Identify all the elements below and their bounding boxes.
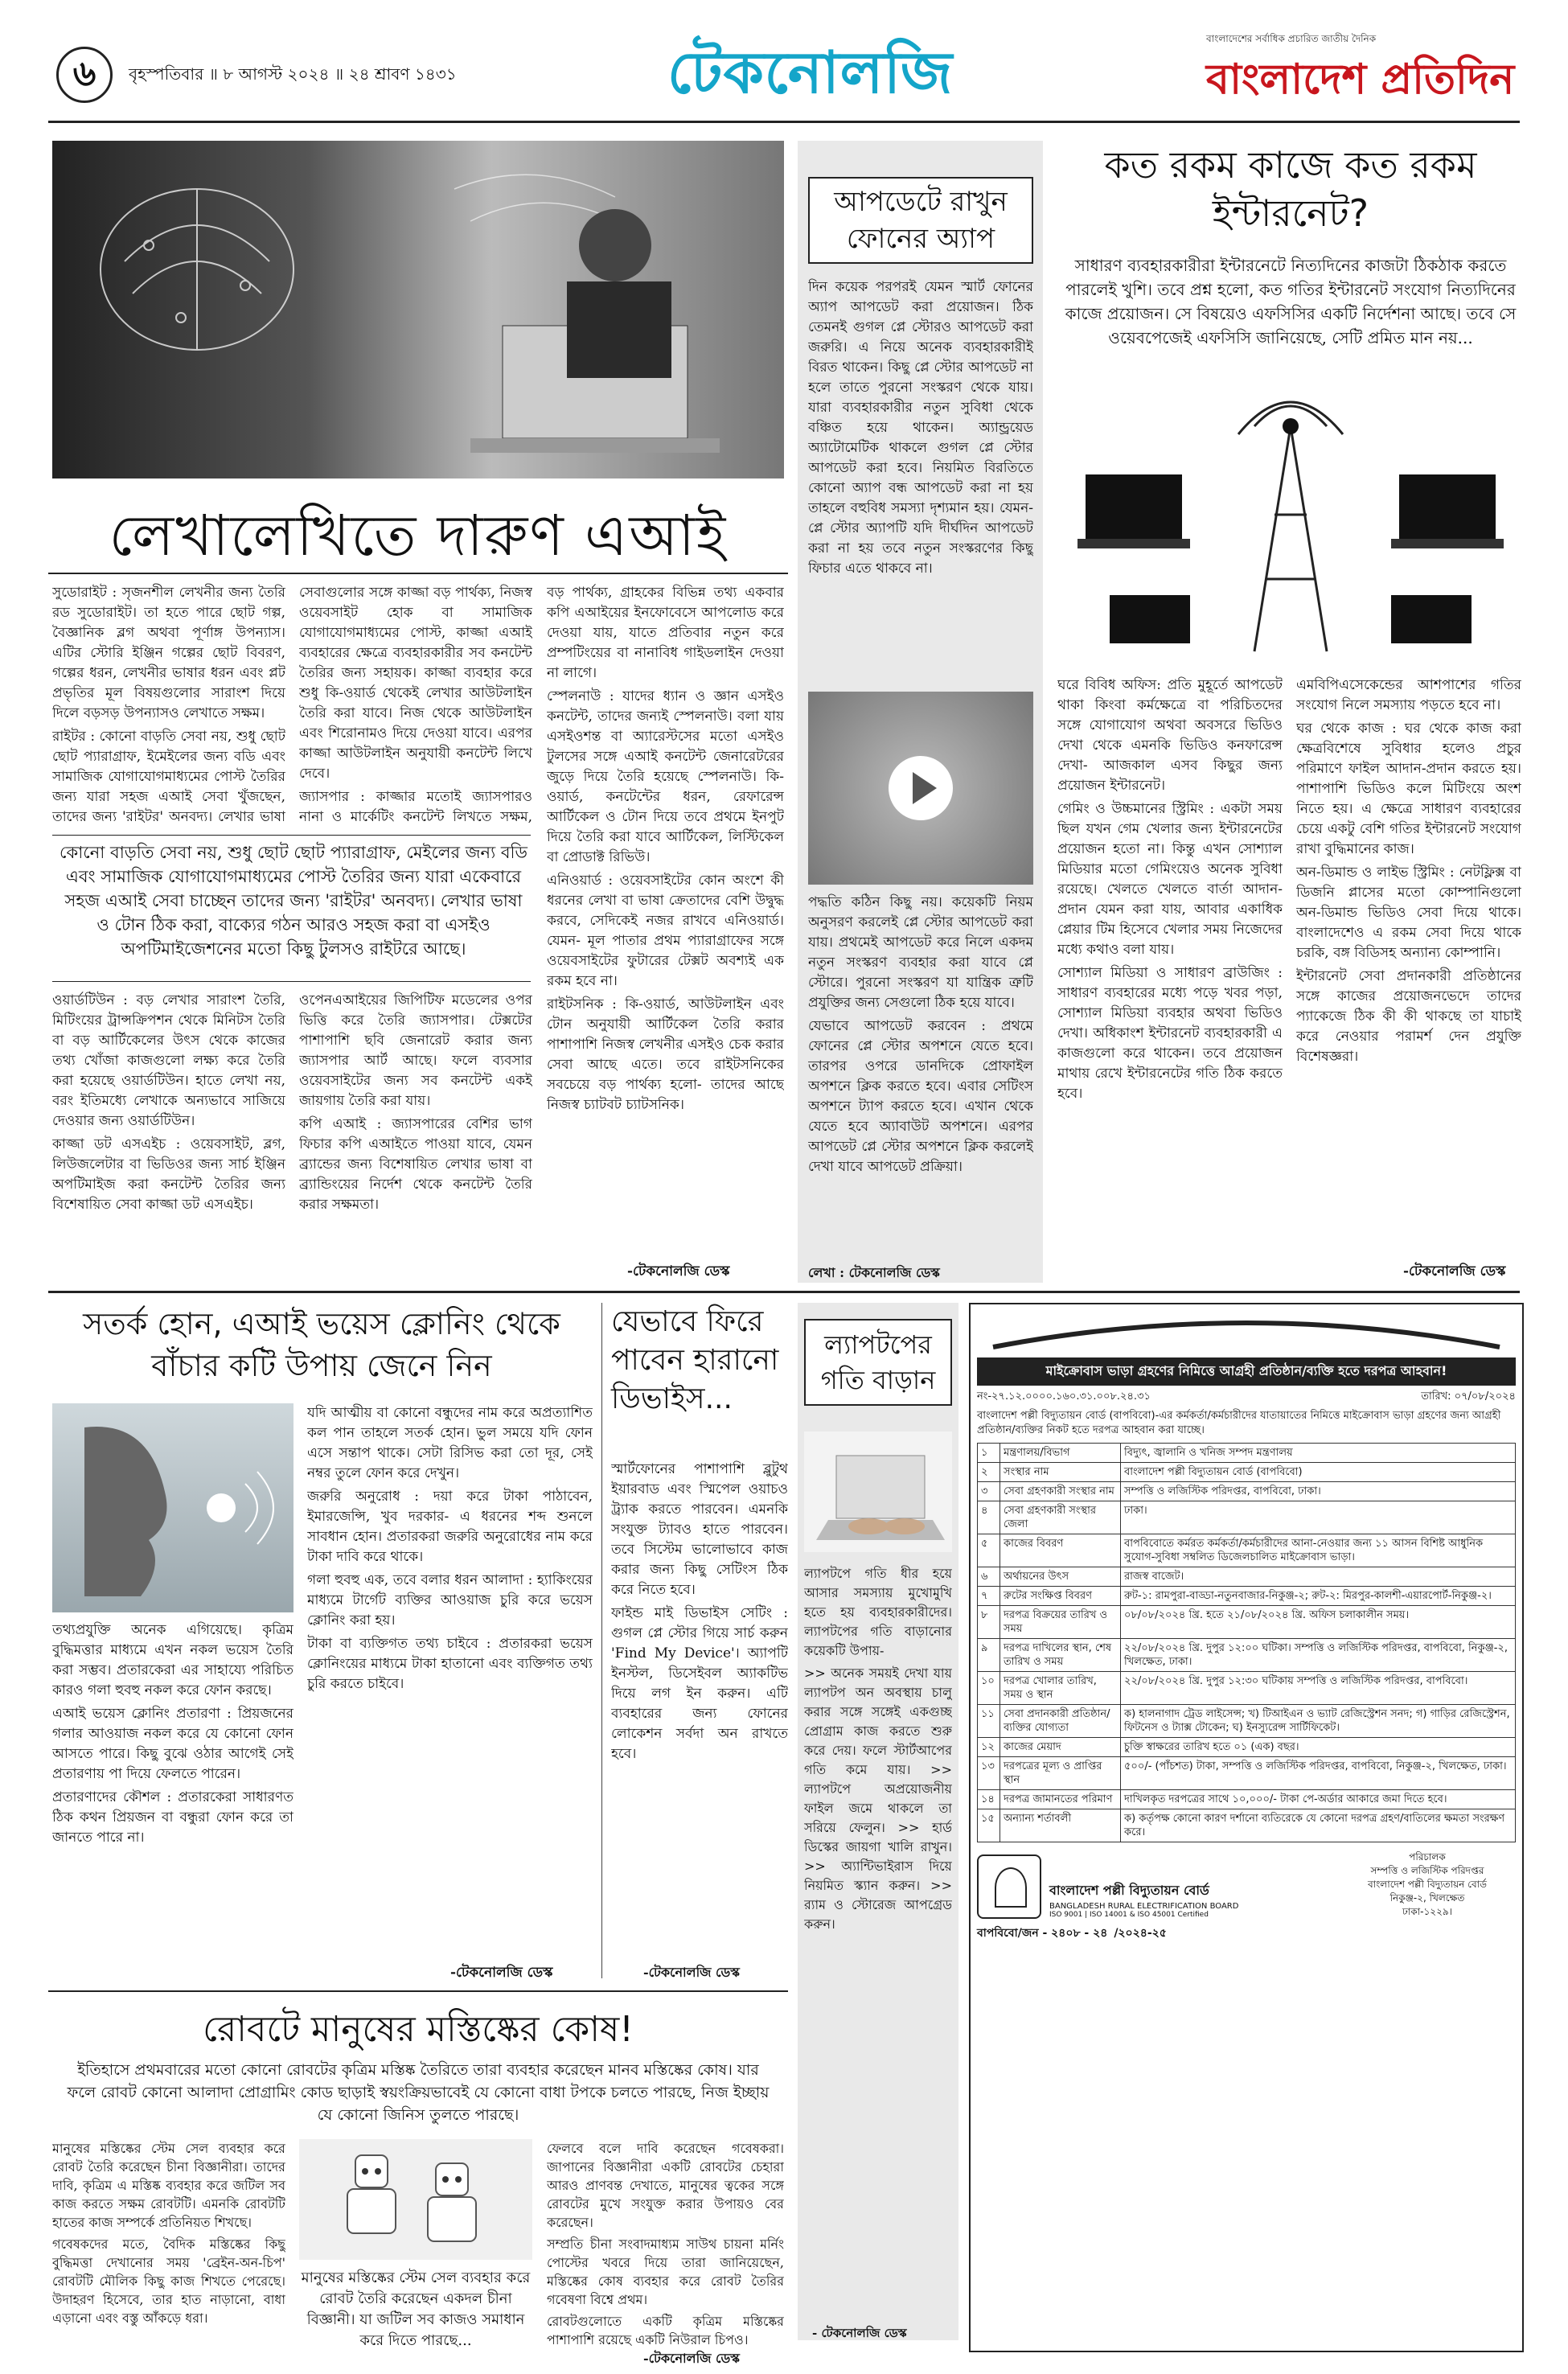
tender-row — [978, 1501, 1516, 1534]
ai-col3-text: বড় পার্থক্য, গ্রাহকের বিভিন্ন তথ্য একবার কপি এআইয়ের ইনফোবেসে আপলোড করে দেওয়া যায়, যাতে প্রতিবার নতুন করে প্রম্পটিংয়ের বা নানাবিধ গাইডলাইন দেওয়া না লাগে। — [547, 585, 784, 681]
iso-certification: ISO 9001 | ISO 14001 & ISO 45001 Certified — [1049, 1911, 1209, 1919]
voice-col2b-text: জরুরি অনুরোধ : দয়া করে টাকা পাঠাবেন, ইমারজেন্সি, খুব দরকার- এ ধরনের শব্দ শুনলে সাবধান হোন। প্রতারকরা জরুরি অনুরোধের নাম করে টাকা দাবি করে থাকে। — [307, 1489, 593, 1565]
ai-col4b-text: কাজ্জা ডট এসএইচ : ওয়েবসাইট, ব্লগ, লিউজলেটার বা ভিডিওর জন্য সার্চ ইঞ্জিন অপটিমাইজ করা কনটেন্ট তৈরির জন্য বিশেষায়িত সেবা কাজ্জা ডট এসএইচ। — [52, 1136, 285, 1213]
voice-col2d-text: টাকা বা ব্যক্তিগত তথ্য চাইবে : প্রতারকরা ভয়েস ক্লোনিংয়ের মাধ্যমে টাকা হাতানো এবং ব্যক্তিগত তথ্য চুরি করতে চাইবে। — [307, 1636, 593, 1692]
laptop-body: ল্যাপটপে গতি ধীর হয়ে আসার সমস্যায় মুখোমুখি হতে হয় ব্যবহারকারীদের। ল্যাপটপের গতি বাড়ানোর কয়েকটি উপায়- — [804, 1566, 952, 1658]
tender-row — [978, 1705, 1516, 1738]
tender-cell-value: সম্পত্তি ও লজিস্টিক পরিদপ্তর, বাপবিবো, ঢাকা। — [1121, 1482, 1516, 1501]
voice-col1c-text: প্রতারণাদের কৌশল : প্রতারকেরা সাধারণত ঠিক কথন প্রিয়জন বা বন্ধুরা ফোন করে তা জানতে পারে না। — [52, 1789, 293, 1846]
tender-cell-label: অন্যান্য শর্তাবলী — [1000, 1809, 1121, 1842]
play-button-icon — [889, 756, 953, 820]
robot-caption: মানুষের মস্তিষ্কের স্টেম সেল ব্যবহার করে রোবট তৈরি করেছেন একদল চীনা বিজ্ঞানী। যা জটিল সব কাজও সমাধান করে দিতে পারছে... — [301, 2269, 531, 2349]
tender-cell-value: বাংলাদেশ পল্লী বিদ্যুতায়ন বোর্ড (বাপবিবো) — [1121, 1463, 1516, 1482]
internet-tower-illustration — [1061, 378, 1520, 663]
voice-col2c-text: গলা হুবহু এক, তবে বলার ধরন আলাদা : হ্যাকিংয়ের মাধ্যমে টার্গেট ব্যক্তির আওয়াজ চুরি করে ভয়েস ক্লোনিং করা হয়। — [307, 1572, 593, 1629]
internet-col2d-text: ইন্টারনেট সেবা প্রদানকারী প্রতিষ্ঠানের সঙ্গে কাজের প্রয়োজনভেদে তাদের প্যাকেজে ঠিক কী কী থাকছে তা যাচাই করে নেওয়ার পরামর্শ দেন প্রযুক্তি বিশেষজ্ঞরা। — [1296, 968, 1521, 1065]
laptop-byline: - টেকনোলজি ডেস্ক — [812, 2326, 907, 2340]
tender-cell-value: ২২/০৮/২০২৪ খ্রি. দুপুর ১২:৩০ ঘটিকায় সম্পত্তি ও লজিস্টিক পরিদপ্তর, বাপবিবো। — [1121, 1672, 1516, 1705]
tender-cell-no: ১২ — [978, 1738, 1000, 1757]
tender-cell-no: ১০ — [978, 1672, 1000, 1705]
tender-cell-value: রুট-১: রামপুরা-বাড্ডা-নতুনবাজার-নিকুঞ্জ-২; রুট-২: মিরপুর-কালশী-এয়ারপোর্ট-নিকুঞ্জ-২। — [1121, 1587, 1516, 1606]
robot-intro: ইতিহাসে প্রথমবারের মতো কোনো রোবটের কৃত্রিম মস্তিষ্ক তৈরিতে তারা ব্যবহার করেছেন মানব মস্তিষ্কের কোষ। যার ফলে রোবট কোনো আলাদা প্রোগ্রামিং কোড ছাড়াই স্বয়ংক্রিয়ভাবেই যে কোনো বাধা টপকে চলতে পারছে, নিজ ইচ্ছায় যে কোনো জিনিস তুলতে পারছে। — [67, 2061, 770, 2124]
tender-footer-year: /২০২৪-২৫ — [1114, 1927, 1167, 1940]
tender-logo-arc — [977, 1311, 1516, 1351]
robot-col1-text: মানুষের মস্তিষ্কের স্টেম সেল ব্যবহার করে রোবট তৈরি করেছেন চীনা বিজ্ঞানীরা। তাদের দাবি, কৃত্রিম এ মস্তিষ্ক ব্যবহার করে জটিল সব কাজ করতে সক্ষম রোবটটি। এমনকি রোবটটি হাতের কাজ সম্পর্কে প্রতিনিয়ত শিখছে। — [52, 2141, 285, 2230]
tender-cell-label: সংস্থার নাম — [1000, 1463, 1121, 1482]
tender-cell-label: সেবা প্রদানকারী প্রতিষ্ঠান/ব্যক্তির যোগ্যতা — [1000, 1705, 1121, 1738]
tender-cell-label: কাজের বিবরণ — [1000, 1534, 1121, 1567]
ai-col-3 — [547, 583, 784, 1114]
tower-laptops-graphic — [1061, 378, 1520, 663]
tender-cell-label: সেবা গ্রহণকারী সংস্থার জেলা — [1000, 1501, 1121, 1534]
ai-col5-text: ওপেনএআইয়ের জিপিটিফ মডেলের ওপর ভিত্তি করে তৈরি জ্যাসপার। টেক্সটের পাশাপাশি ছবি জেনারেট করার জন্য জ্যাসপার আর্ট আছে। ফলে ব্যবসার ওয়েবসাইটের জন্য সব কনটেন্ট একই জায়গায় তৈরি করা যায়। — [299, 992, 532, 1109]
ai-col-2 — [299, 583, 532, 824]
internet-col1b-text: গেমিং ও উচ্চমানের স্ট্রিমিং : একটা সময় ছিল যখন গেম খেলার জন্য ইন্টারনেটের প্রয়োজন হতো না। কিন্তু এখন সোশ্যাল মিডিয়ার মতো গেমিংয়েও অনেক সুবিধা রয়েছে। খেলতে খেলতে বার্তা আদান-প্রদান যেমন করা যায়, আবার একাধিক প্লেয়ার টিম হিসেবে খেলার সময় নিজেদের মধ্যে কথাও বলা যায়। — [1057, 801, 1283, 958]
ai-headline: লেখালেখিতে দারুণ এআই — [109, 503, 728, 569]
app-update-col-2 — [808, 893, 1033, 1263]
robot-col2c-text: রোবটগুলোতে একটি কৃত্রিম মস্তিষ্কের পাশাপাশি রয়েছে একটি নিউরাল চিপও। — [547, 2314, 784, 2347]
laptop-col — [804, 1564, 952, 2320]
ai-byline: -টেকনোলজি ডেস্ক — [627, 1263, 730, 1279]
tender-cell-no: ৭ — [978, 1587, 1000, 1606]
robot-figures-graphic — [299, 2139, 532, 2260]
tender-cell-no: ৬ — [978, 1567, 1000, 1587]
play-store-graphic — [808, 692, 1033, 885]
tender-cell-label: সেবা গ্রহণকারী সংস্থার নাম — [1000, 1482, 1121, 1501]
tender-row — [978, 1567, 1516, 1587]
tender-cell-label: দরপত্র খোলার তারিখ, সময় ও স্থান — [1000, 1672, 1121, 1705]
tender-cell-no: ৫ — [978, 1534, 1000, 1567]
tender-cell-value: ক) কর্তৃপক্ষ কোনো কারণ দর্শানো ব্যতিরেকে যে কোনো দরপত্র গ্রহণ/বাতিলের ক্ষমতা সংরক্ষণ করে। — [1121, 1809, 1516, 1842]
app-update-headline: আপডেটে রাখুন ফোনের অ্যাপ — [808, 177, 1033, 264]
voice-byline: -টেকনোলজি ডেস্ক — [450, 1965, 553, 1981]
ai-col1b-text: রাইটর : কোনো বাড়তি সেবা নয়, শুধু ছোট ছোট প্যারাগ্রাফ, ইমেইলের জন্য বডি এবং সামাজিক যোগাযোগমাধ্যমের পোস্ট তৈরির জন্য যারা সহজ এআই সেবা খুঁজছেন, তাদের জন্য 'রাইটর' অনবদ্য। লেখার ভাষা — [52, 729, 285, 824]
tender-cell-no: ১ — [978, 1444, 1000, 1463]
internet-intro: সাধারণ ব্যবহারকারীরা ইন্টারনেটে নিত্যদিনের কাজটা ঠিকঠাক করতে পারলেই খুশি। তবে প্রশ্ন হলো, কত গতির ইন্টারনেট সংযোগ নিত্যদিনের কাজে প্রয়োজন। সে বিষয়েও এফসিসির একটি নির্দেশনা আছে। তবে সে ওয়েবপেজেই এফসিসি জানিয়েছে, সেটি প্রমিত মান নয়... — [1065, 256, 1517, 347]
tender-cell-value: ০৮/০৮/২০২৪ খ্রি. হতে ২১/০৮/২০২৪ খ্রি. অফিস চলাকালীন সময়। — [1121, 1606, 1516, 1639]
tender-cell-no: ৪ — [978, 1501, 1000, 1534]
voice-col1-text: তথ্যপ্রযুক্তি অনেক এগিয়েছে। কৃত্রিম বুদ্ধিমত্তার মাধ্যমে এখন নকল ভয়েস তৈরি করা সম্ভব। প্রতারকেরা এর সাহায্যে পরিচিত কারও গলা হুবহু নকল করে ফোন করছে। — [52, 1622, 293, 1698]
ai-col-4 — [52, 991, 285, 1276]
robot-byline: -টেকনোলজি ডেস্ক — [643, 2351, 740, 2366]
tender-cell-no: ৩ — [978, 1482, 1000, 1501]
tender-row — [978, 1587, 1516, 1606]
tender-memo: নং-২৭.১২.০০০০.১৬০.৩১.০০৮.২৪.৩১ — [977, 1390, 1151, 1403]
tender-cell-value: ক) হালনাগাদ ট্রেড লাইসেন্স; খ) টিআইএন ও ভ্যাট রেজিস্ট্রেশন সনদ; গ) গাড়ির রেজিস্ট্রেশন, ফিটনেস ও ট্যাক্স টোকেন; ঘ) ইনস্যুরেন্স সার্টিফিকেট। — [1121, 1705, 1516, 1738]
internet-col-2 — [1296, 676, 1521, 1255]
app-update-body: দিন কয়েক পরপরই যেমন স্মার্ট ফোনের অ্যাপ আপডেট করা প্রয়োজন। ঠিক তেমনই গুগল প্লে স্টোরও আপডেট করা জরুরি। এ নিয়ে অনেক ব্যবহারকারীই বিরত থাকেন। কিছু প্লে স্টোর আপডেট না হলে তাতে পুরনো সংস্করণ থেকে যায়। যারা ব্যবহারকারীর নতুন সুবিধা থেকে বঞ্চিত হয়ে থাকেন। অ্যান্ড্রয়েড অ্যাটোমেটিক থাকলে গুগল প্লে স্টোর আপডেট করা হবে। নিয়মিত বিরতিতে কোনো অ্যাপ বন্ধ আপডেট করা না হয় তাহলে বহুবিধ সমস্যা দৃশ্যমান হয়। যেমন- প্লে স্টোর অ্যাপটি যদি দীর্ঘদিন আপডেট করা না হয় তবে নতুন সংস্করণের কিছু ফিচার এতে থাকবে না। — [808, 279, 1033, 577]
tender-cell-label: দরপত্রের মূল্য ও প্রাপ্তির স্থান — [1000, 1757, 1121, 1790]
tender-footer-code: বাপবিবো/জন - ২৪০৮ - ২৪ — [977, 1927, 1108, 1940]
tender-cell-no: ১৩ — [978, 1757, 1000, 1790]
ai-col-5 — [299, 991, 532, 1276]
voice-col1b-text: এআই ভয়েস ক্লোনিং প্রতারণা : প্রিয়জনের গলার আওয়াজ নকল করে যে কোনো ফোন আসতে পারে। কিছু বুঝে ওঠার আগেই সেই প্রতারণায় পা দিয়ে ফেলতে পারেন। — [52, 1706, 293, 1782]
tender-row — [978, 1639, 1516, 1672]
tender-cell-no: ১৪ — [978, 1790, 1000, 1809]
ai-col4-text: ওয়ার্ডটিউন : বড় লেখার সারাংশ তৈরি, মিটিংয়ের ট্রান্সক্রিপশন থেকে মিনিটস তৈরি বা বড় আর্টিকেলের উৎস থেকে কাজের তথ্য খোঁজা কাজগুলো লক্ষ্য করে তৈরি করা হয়েছে ওয়ার্ডটিউন। হাতে লেখা নয়, বরং ইতিমধ্যে লেখাকে অন্যভাবে সাজিয়ে দেওয়ার জন্য ওয়ার্ডটিউন। — [52, 992, 285, 1129]
tender-cell-label: মন্ত্রণালয়/বিভাগ — [1000, 1444, 1121, 1463]
tender-row — [978, 1809, 1516, 1842]
tender-row — [978, 1482, 1516, 1501]
breb-logo-icon — [977, 1854, 1041, 1919]
internet-col1c-text: সোশ্যাল মিডিয়া ও সাধারণ ব্রাউজিং : সাধারণ ব্যবহারের মধ্যে পড়ে খবর পড়া, সোশ্যাল মিডিয়া ব্যবহার অথবা ভিডিও দেখা। অধিকাংশ ইন্টারনেট ব্যবহারকারী এ কাজগুলো করে থাকেন। তবে প্রয়োজন মাথায় রেখে ইন্টারনেটের গতি ঠিক করতে হবে। — [1057, 965, 1283, 1102]
robot-col1b-text: গবেষকদের মতে, বৈদিক মস্তিষ্কের কিছু বুদ্ধিমত্তা দেখানোর সময় 'ব্রেইন-অন-চিপ' রোবটটি মৌলিক কিছু কাজ শিখতে পেরেছে। উদাহরণ হিসেবে, তার হাত নাড়ানো, বাধা এড়ানো এবং বস্তু আঁকড়ে ধরা। — [52, 2236, 285, 2326]
robot-col-1 — [52, 2139, 285, 2368]
lost-device-col — [611, 1460, 788, 1958]
tender-row — [978, 1534, 1516, 1567]
tender-row — [978, 1463, 1516, 1482]
internet-byline: -টেকনোলজি ডেস্ক — [1403, 1263, 1506, 1279]
tender-cell-label: দরপত্র বিক্রয়ের তারিখ ও সময় — [1000, 1606, 1121, 1639]
brain-circuit-illustration — [52, 141, 784, 478]
internet-col-1 — [1057, 676, 1283, 1271]
voice-wave-photo — [52, 1403, 293, 1612]
tender-cell-value: ২২/০৮/২০২৪ খ্রি. দুপুর ১২:০০ ঘটিকা। সম্পত্তি ও লজিস্টিক পরিদপ্তর, বাপবিবো, নিকুঞ্জ-২, খিলক্ষেত, ঢাকা। — [1121, 1639, 1516, 1672]
tender-row — [978, 1738, 1516, 1757]
ai-col3b-text: স্পেলনাউ : যাদের ধ্যান ও জ্ঞান এসইও কনটেন্ট, তাদের জন্যই স্পেলনাউ। বলা যায় এসইওশন্ত বা অ্যারেস্টসের মতো এসইও টুলসের সঙ্গে এআই কনটেন্ট জেনারেটরের জুড়ে দিয়ে তৈরি হয়েছে স্পেলনাউ। কি-ওয়ার্ড, কনটেন্টের ধরন, রেফারেন্স আর্টিকেল ও টোন দিয়ে তবে প্রথমে ইনপুট দিয়ে তৈরি করা যাবে আর্টিকেল, লিস্টিকেল বা প্রোডাক্ট রিভিউ। — [547, 688, 784, 865]
paper-name: বাংলাদেশ প্রতিদিন — [1206, 55, 1515, 104]
laptop-tips: >> অনেক সময়ই দেখা যায় ল্যাপটপ অন অবস্থায় চালু করার সঙ্গে সঙ্গেই একগুচ্ছ প্রোগ্রাম কাজ করতে শুরু করে দেয়। ফলে স্টার্টআপের গতি কমে যায়। >> ল্যাপটপে অপ্রয়োজনীয় ফাইল জমে থাকলে তা সরিয়ে ফেলুন। >> হার্ড ডিস্কের জায়গা খালি রাখুন। >> অ্যান্টিভাইরাস দিয়ে নিয়মিত স্ক্যান করুন। >> র‍্যাম ও স্টোরেজ আপগ্রেড করুন। — [804, 1665, 952, 1932]
voice-col-1 — [52, 1620, 293, 1982]
internet-col2b-text: ঘর থেকে কাজ : ঘর থেকে কাজ করা ক্ষেত্রবিশেষে সুবিধার হলেও প্রচুর পরিমাণে ফাইল আদান-প্রদান করতে হয়। পাশাপাশি ভিডিও কলে মিটিংয়ে অংশ নিতে হয়। এ ক্ষেত্রে সাধারণ ব্যবহারের চেয়ে একটু বেশি গতির ইন্টারনেট সংযোগ রাখা বুদ্ধিমানের কাজ। — [1296, 721, 1521, 857]
internet-headline: কত রকম কাজে কত রকম ইন্টারনেট? — [1104, 143, 1477, 235]
tender-cell-value: রাজস্ব বাজেট। — [1121, 1567, 1516, 1587]
robot-col2-text: ফেলবে বলে দাবি করেছেন গবেষকরা। জাপানের বিজ্ঞানীরা একটি রোবটের চেহারা আরও প্রাণবন্ত দেখাতে, মানুষের ত্বকের সঙ্গে রোবটের মুখে সংযুক্ত করার উপায়ও বের করেছেন। — [547, 2141, 784, 2230]
tender-cell-no: ৮ — [978, 1606, 1000, 1639]
ai-col6-text: এনিওয়ার্ড : ওয়েবসাইটের কোন অংশে কী ধরনের লেখা বা ভাষা ক্রেতাদের বেশি উদ্বুদ্ধ করবে, সেদিকেই নজর রাখবে এনিওয়ার্ড। যেমন- মূল পাতার প্রথম প্যারাগ্রাফের সঙ্গে ওয়েবসাইটের ফুটারের টেক্সট অবশ্যই এক রকম হবে না। — [547, 873, 784, 989]
ai-col2-text: সেবাগুলোর সঙ্গে কাজ্জা বড় পার্থক্য, নিজস্ব ওয়েবসাইট হোক বা সামাজিক যোগাযোগমাধ্যমের পোস্ট, কাজ্জা এআই ব্যবহারের ক্ষেত্রে ব্যবহারকারীর সব কনটেন্ট তৈরির জন্য সহায়ক। কাজ্জা ব্যবহার করে শুধু কি-ওয়ার্ড থেকেই লেখার আউটলাইন তৈরি করা যাবে। নিজ থেকে আউটলাইন এবং শিরোনামও দিয়ে দেওয়া যাবে। এরপর কাজ্জা আউটলাইন অনুযায়ী কনটেন্ট লিখে দেবে। — [299, 585, 532, 782]
tender-signer: পরিচালক সম্পত্তি ও লজিস্টিক পরিদপ্তর বাংলাদেশ পল্লী বিদ্যুতায়ন বোর্ড নিকুঞ্জ-২, খিলক্ষেত ঢাকা-১২২৯। — [1367, 1851, 1487, 1917]
section-title: টেকনোলজি — [667, 39, 954, 106]
laptop-typing-graphic — [804, 1431, 952, 1552]
laptop-photo — [804, 1431, 952, 1552]
robot-headline: রোবটে মানুষের মস্তিষ্কের কোষ! — [203, 2009, 634, 2050]
internet-col2c-text: অন-ডিমান্ড ও লাইভ স্ট্রিমিং : নেটফ্লিক্স বা ডিজনি প্লাসের মতো কোম্পানিগুলো অন-ডিমান্ড ভিডিও সেবা দিয়ে থাকে। বাংলাদেশেও এ রকম সেবা দিয়ে থাকে চরকি, বঙ্গ বিডিসহ অন্যান্য কোম্পানি। — [1296, 865, 1521, 961]
tender-row — [978, 1606, 1516, 1639]
robot-col2b-text: সম্প্রতি চীনা সংবাদমাধ্যম সাউথ চায়না মর্নিং পোস্টের খবরে দিয়ে তারা জানিয়েছেন, মস্তিষ্কের কোষ ব্যবহার করে রোবট তৈরির গবেষণা বিশ্বে প্রথম। — [547, 2236, 784, 2307]
voice-clone-headline: সতর্ক হোন, এআই ভয়েস ক্লোনিং থেকে বাঁচার কটি উপায় জেনে নিন — [83, 1306, 560, 1383]
app-update-col-1 — [808, 277, 1033, 688]
tender-cell-no: ১১ — [978, 1705, 1000, 1738]
voice-col2-text: যদি আত্মীয় বা কোনো বন্ধুদের নাম করে অপ্রত্যাশিত কল পান তাহলে সতর্ক হোন। ভুল সময়ে যদি ফোন এসে সন্তাপ থাকে। সেটা রিসিভ করা তো দূর, সেই নম্বর তুলে ফোন করে দেখুন। — [307, 1405, 593, 1481]
ai-col1-text: সুডোরাইট : সৃজনশীল লেখনীর জন্য তৈরি রড সুডোরাইট। তা হতে পারে ছোট গল্প, বৈজ্ঞানিক ব্লগ অথবা পূর্ণাঙ্গ উপন্যাস। এটির স্টোরি ইঞ্জিন গল্পের ছোট বিবরণ, গল্পের ধরন, লেখনীর ভাষার ধরন এবং প্লট প্রভৃতির মূল বিষয়গুলোর সারাংশ দিয়ে দিলে বড়সড় উপন্যাসও লেখাতে সক্ষম। — [52, 585, 285, 721]
lost-device-body2: ফাইন্ড মাই ডিভাইস সেটিং : গুগল প্লে স্টোর গিয়ে সার্চ করুন 'Find My Device'। অ্যাপটি ইনস্টল, ডিসেইবল অ্যাকটিভ দিয়ে লগ ইন করুন। এটি ব্যবহারের জন্য ফোনের লোকেশন সর্বদা অন রাখতে হবে। — [611, 1605, 788, 1762]
face-profile-graphic — [52, 1403, 293, 1612]
ai-col6b-text: রাইটসনিক : কি-ওয়ার্ড, আউটলাইন এবং টোন অনুযায়ী আর্টিকেল তৈরি করার পাশাপাশি নিজস্ব লেখনীর এসইও চেক করার সেবা আছে এতে। তবে রাইটসনিকের সবচেয়ে বড় পার্থক্য হলো- তাদের আছে নিজস্ব চ্যাটবট চ্যাটসনিক। — [547, 996, 784, 1113]
tender-row — [978, 1757, 1516, 1790]
app-update-byline: লেখা : টেকনোলজি ডেস্ক — [808, 1265, 940, 1280]
robot-photo — [299, 2139, 532, 2260]
tender-cell-value: দাখিলকৃত দরপত্রের সাথে ১০,০০০/- টাকা পে-অর্ডার আকারে জমা দিতে হবে। — [1121, 1790, 1516, 1809]
tender-row — [978, 1790, 1516, 1809]
tender-cell-value: বিদ্যুৎ, জ্বালানি ও খনিজ সম্পদ মন্ত্রণালয় — [1121, 1444, 1516, 1463]
tender-table — [977, 1443, 1516, 1842]
lost-device-body: স্মার্টফোনের পাশাপাশি ব্লুটুথ ইয়ারবাড এবং স্মিপেল ওয়াচও ট্র্যাক করতে পারবেন। এমনকি সংযুক্ত ট্যাবও হাতে পারবেন। তবে সিস্টেম ভালোভাবে কাজ করার জন্য কিছু সেটিংস ঠিক করে নিতে হবে। — [611, 1461, 788, 1598]
tender-cell-label: দরপত্র দাখিলের স্থান, শেষ তারিখ ও সময় — [1000, 1639, 1121, 1672]
tender-intro: বাংলাদেশ পল্লী বিদ্যুতায়ন বোর্ড (বাপবিবো)-এর কর্মকর্তা/কর্মচারীদের যাতায়াতের নিমিত্তে মাইক্রোবাস ভাড়া গ্রহণের জন্য আগ্রহী প্রতিষ্ঠান/ব্যক্তির নিকট হতে দরপত্র আহবান করা যাচ্ছে। — [977, 1410, 1501, 1436]
ai-pull-quote: কোনো বাড়তি সেবা নয়, শুধু ছোট ছোট প্যারাগ্রাফ, মেইলের জন্য বডি এবং সামাজিক যোগাযোগমাধ্যমের পোস্ট তৈরির জন্য যারা একেবারে সহজ এআই সেবা চাচ্ছেন তাদের জন্য 'রাইটর' অনবদ্য। লেখার ভাষা ও টোন ঠিক করা, বাক্যের গঠন আরও সহজ করা বা এসইও অপটিমাইজেশনের মতো কিছু টুলসও রাইটরে আছে। — [59, 843, 528, 959]
page-number: ৬ — [56, 47, 113, 103]
paper-tagline: বাংলাদেশের সর্বাধিক প্রচারিত জাতীয় দৈনিক — [1206, 33, 1377, 44]
ai-writing-photo — [52, 141, 784, 478]
org-name-bn: বাংলাদেশ পল্লী বিদ্যুতায়ন বোর্ড — [1049, 1883, 1209, 1898]
voice-col-2 — [307, 1403, 593, 1958]
tender-title: মাইক্রোবাস ভাড়া গ্রহণের নিমিত্তে আগ্রহী প্রতিষ্ঠান/ব্যক্তি হতে দরপত্র আহবান! — [977, 1357, 1516, 1386]
ai-col-1 — [52, 583, 285, 824]
ai-col5b-text: কপি এআই : জ্যাসপারের বেশির ভাগ ফিচার কপি এআইতে পাওয়া যাবে, যেমন ব্র্যান্ডের জন্য বিশেষায়িত লেখার ভাষা বা ব্র্যান্ডিংয়ের নির্দেশ থেকে কনটেন্ট তৈরি করার সক্ষমতা। — [299, 1116, 532, 1213]
app-update-body2: পদ্ধতি কঠিন কিছু নয়। কয়েকটি নিয়ম অনুসরণ করলেই প্লে স্টোর আপডেট করা যায়। প্রথমেই আপডেট করে নিলে একদম নতুন সংস্করণ ব্যবহার করা যাবে প্লে স্টোরে। পুরনো সংস্করণ যা যান্ত্রিক ত্রুটি প্রযুক্তির জন্য সেগুলো ঠিক হয়ে যাবে। — [808, 894, 1033, 1011]
laptop-headline: ল্যাপটপের গতি বাড়ান — [804, 1319, 952, 1406]
tender-date: তারিখ: ০৭/০৮/২০২৪ — [1421, 1390, 1516, 1403]
tender-cell-no: ৯ — [978, 1639, 1000, 1672]
tender-cell-label: দরপত্র জামানতের পরিমাণ — [1000, 1790, 1121, 1809]
issue-date: বৃহস্পতিবার ॥ ৮ আগস্ট ২০২৪ ॥ ২৪ শ্রাবণ ১৪৩১ — [129, 64, 457, 84]
internet-col2-text: এমবিপিএসেকেন্ডের আশপাশের গতির সংযোগ নিলে সমস্যায় পড়তে হবে না। — [1296, 677, 1521, 713]
org-name-en: BANGLADESH RURAL ELECTRIFICATION BOARD — [1049, 1902, 1239, 1911]
app-update-body3: যেভাবে আপডেট করবেন : প্রথমে ফোনের প্লে স্টোর অপশনে যেতে হবে। তারপর ওপরে ডানদিকে প্রোফাইল অপশনে ক্লিক করতে হবে। এবার সেটিংস অপশনে ট্যাপ করতে হবে। এখান থেকে যেতে হবে অ্যাবাউট অপশনে। এরপর আপডেট প্লে স্টোর অপশনে ক্লিক করলেই দেখা যাবে আপডেট প্রক্রিয়া। — [808, 1018, 1033, 1175]
tender-cell-value: চুক্তি স্বাক্ষরের তারিখ হতে ০১ (এক) বছর। — [1121, 1738, 1516, 1757]
tender-cell-value: বাপবিবোতে কর্মরত কর্মকর্তা/কর্মচারীদের আনা-নেওয়ার জন্য ১১ আসন বিশিষ্ট আধুনিক সুযোগ-সুবিধা সম্বলিত ডিজেলচালিত মাইক্রোবাস ভাড়া। — [1121, 1534, 1516, 1567]
tender-cell-no: ১৫ — [978, 1809, 1000, 1842]
lost-device-byline: -টেকনোলজি ডেস্ক — [643, 1965, 740, 1980]
tender-cell-label: কাজের মেয়াদ — [1000, 1738, 1121, 1757]
internet-col1-text: ঘরে বিবিধ অফিস: প্রতি মুহূর্তে আপডেট থাকা কিংবা কর্মক্ষেত্রে বা পরিচিতদের সঙ্গে যোগাযোগ অথবা অবসরে ভিডিও দেখা থেকে এমনকি ভিডিও কনফারেন্স দেখা- আজকাল এসব কিছুর জন্য প্রয়োজন ইন্টারনেট। — [1057, 677, 1283, 794]
tender-cell-no: ২ — [978, 1463, 1000, 1482]
tender-cell-label: রুটের সংক্ষিপ্ত বিবরণ — [1000, 1587, 1121, 1606]
lost-device-headline: যেভাবে ফিরে পাবেন হারানো ডিভাইস... — [611, 1305, 779, 1415]
tender-notice — [969, 1303, 1524, 2352]
tender-cell-value: ৫০০/- (পাঁচশত) টাকা, সম্পত্তি ও লজিস্টিক পরিদপ্তর, বাপবিবো, নিকুঞ্জ-২, খিলক্ষেত, ঢাকা। — [1121, 1757, 1516, 1790]
tender-row — [978, 1672, 1516, 1705]
tender-cell-value: ঢাকা। — [1121, 1501, 1516, 1534]
ai-col2b-text: জ্যাসপার : কাজ্জার মতোই জ্যাসপারও নানা ও মার্কেটিং কনটেন্ট লিখতে সক্ষম, — [299, 789, 532, 824]
tender-cell-label: অর্থায়নের উৎস — [1000, 1567, 1121, 1587]
robot-col-2 — [547, 2139, 784, 2348]
tender-row — [978, 1444, 1516, 1463]
